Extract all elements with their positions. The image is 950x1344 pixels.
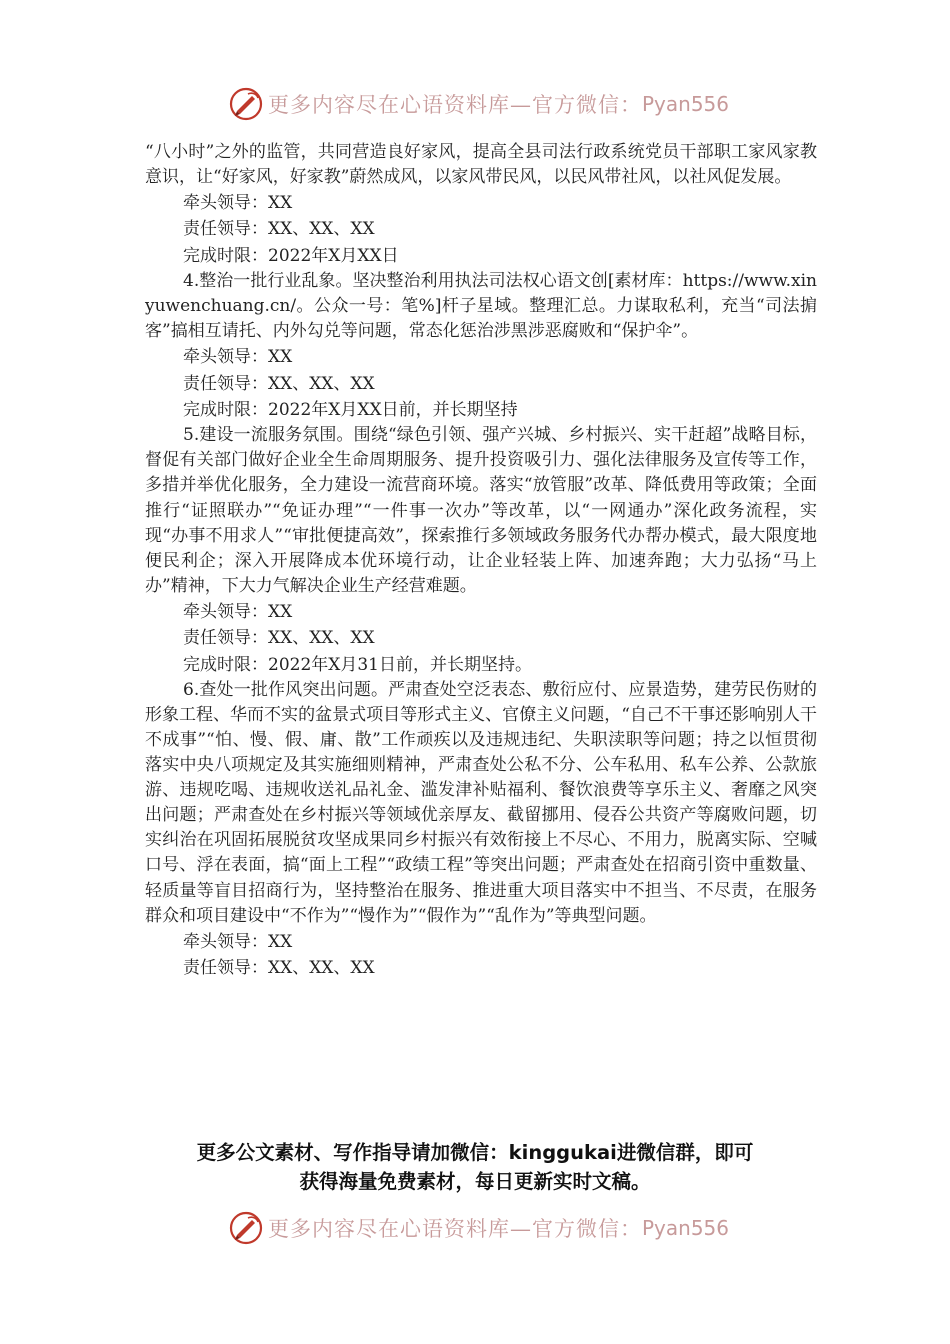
header-wechat-id: Pyan556 (642, 92, 730, 116)
lead-leader-line: 牵头领导：XX (183, 931, 293, 952)
deadline-line: 完成时限：2022年X月XX日前，并长期坚持 (183, 399, 518, 420)
paragraph-continuation: “八小时”之外的监管，共同营造良好家风，提高全县司法行政系统党员干部职工家风家教意识，让“好家风，好家教”蔚然成风，以家风带民风，以民风带社风，以社风促发展。 (145, 142, 817, 188)
pen-seal-logo-icon (228, 86, 264, 122)
paragraph-item-4: 4.整治一批行业乱象。坚决整治利用执法司法权心语文创[素材库：https://www.xinyuwenchuang.cn/。公众一号：笔%]杆子星域。整理汇总。力谋取私利，充当“司法掮客”搞相互请托、内外勾兑等问题，常态化惩治涉黑涉恶腐败和“保护伞”。 (145, 271, 817, 342)
paragraph-item-5: 5.建设一流服务氛围。围绕“绿色引领、强产兴城、乡村振兴、实干赶超”战略目标，督促有关部门做好企业全生命周期服务、提升投资吸引力、强化法律服务及宣传等工作，多措并举优化服务，全力建设一流营商环境。落实“放管服”改革、降低费用等政策；全面推行“证照联办”“免证办理”“一件事一次办”等改革，以“一网通办”深化政务流程，实现“办事不用求人”“审批便捷高效”，探索推行多领域政务服务代办帮办模式，最大限度地便民利企；深入开展降成本优环境行动，让企业轻装上阵、加速奔跑；大力弘扬“马上办”精神，下大力气解决企业生产经营难题。 (145, 425, 817, 596)
wechat-notice-line-2: 获得海量免费素材，每日更新实时文稿。 (299, 1170, 651, 1193)
footer-wechat-id: Pyan556 (642, 1216, 730, 1240)
wechat-notice (120, 1138, 830, 1196)
lead-leader-line: 牵头领导：XX (183, 601, 293, 622)
lead-leader-line: 牵头领导：XX (183, 193, 293, 214)
lead-leader-line: 牵头领导：XX (183, 347, 293, 368)
header-banner[interactable] (228, 84, 748, 124)
header-banner-text: 更多内容尽在心语资料库—官方微信： (268, 93, 642, 117)
footer-banner-text: 更多内容尽在心语资料库—官方微信： (268, 1217, 642, 1241)
responsible-leader-line: 责任领导：XX、XX、XX (183, 628, 375, 649)
deadline-line: 完成时限：2022年X月31日前，并长期坚持。 (183, 654, 532, 675)
responsible-leader-line: 责任领导：XX、XX、XX (183, 958, 375, 979)
wechat-notice-line-1: 更多公文素材、写作指导请加微信：kinggukai进微信群，即可 (196, 1141, 754, 1164)
footer-banner[interactable] (228, 1208, 748, 1248)
document-body (145, 140, 817, 981)
deadline-line: 完成时限：2022年X月XX日 (183, 245, 399, 266)
responsible-leader-line: 责任领导：XX、XX、XX (183, 219, 375, 240)
responsible-leader-line: 责任领导：XX、XX、XX (183, 373, 375, 394)
pen-seal-logo-icon (228, 1210, 264, 1246)
paragraph-item-6: 6.查处一批作风突出问题。严肃查处空泛表态、敷衍应付、应景造势，建劳民伤财的形象工程、华而不实的盆景式项目等形式主义、官僚主义问题，“自己不干事还影响别人干不成事”“怕、慢、假、庸、散”工作顽疾以及违规违纪、失职渎职等问题；持之以恒贯彻落实中央八项规定及其实施细则精神，严肃查处公私不分、公车私用、私车公养、公款旅游、违规吃喝、违规收送礼品礼金、滥发津补贴福利、餐饮浪费等享乐主义、奢靡之风突出问题；严肃查处在乡村振兴等领域优亲厚友、截留挪用、侵吞公共资产等腐败问题，切实纠治在巩固拓展脱贫攻坚成果同乡村振兴有效衔接上不尽心、不用力，脱离实际、空喊口号、浮在表面，搞“面上工程”“政绩工程”等突出问题；严肃查处在招商引资中重数量、轻质量等盲目招商行为，坚持整治在服务、推进重大项目落实中不担当、不尽责，在服务群众和项目建设中“不作为”“慢作为”“假作为”“乱作为”等典型问题。 (145, 679, 817, 926)
